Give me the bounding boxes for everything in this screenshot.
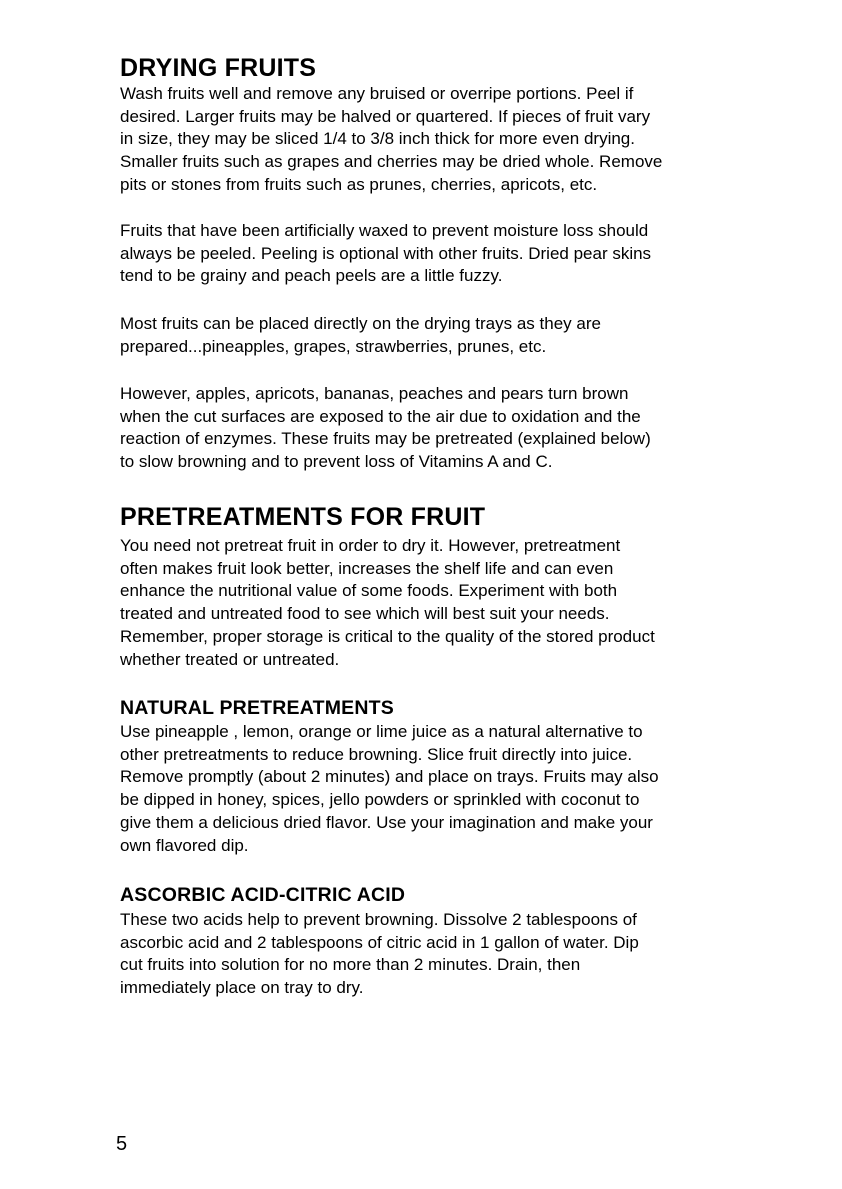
heading-drying-fruits: DRYING FRUITS xyxy=(120,54,317,82)
text-line: often makes fruit look better, increases the shelf life and can even xyxy=(120,558,614,578)
text-line: when the cut surfaces are exposed to the air due to oxidation and the xyxy=(120,406,641,426)
text-line: pits or stones from fruits such as prunes, cherries, apricots, etc. xyxy=(120,174,598,194)
text-line: give them a delicious dried flavor. Use your imagination and make your xyxy=(120,812,653,832)
text-line: reaction of enzymes. These fruits may be pretreated (explained below) xyxy=(120,429,651,449)
text-line: Use pineapple , lemon, orange or lime juice as a natural alternative to xyxy=(120,722,643,741)
text-line: to slow browning and to prevent loss of Vitamins A and C. xyxy=(120,452,553,472)
paragraph-wash-fruits xyxy=(120,83,780,197)
text-line: other pretreatments to reduce browning. Slice fruit directly into juice. xyxy=(120,744,633,764)
text-line: Fruits that have been artificially waxed to prevent moisture loss should xyxy=(120,221,649,240)
text-line: Most fruits can be placed directly on the drying trays as they are xyxy=(120,314,601,333)
text-line: You need not pretreat fruit in order to dry it. However, pretreatment xyxy=(120,536,621,555)
section-ascorbic-citric xyxy=(120,884,780,906)
text-line: tend to be grainy and peach peels are a little fuzzy. xyxy=(120,266,503,286)
text-line: desired. Larger fruits may be halved or quartered. If pieces of fruit vary xyxy=(120,106,651,126)
text-line: be dipped in honey, spices, jello powders or sprinkled with coconut to xyxy=(120,790,640,810)
paragraph-pretreatment-intro xyxy=(120,535,780,671)
section-pretreatments xyxy=(120,503,780,531)
text-line: Remove promptly (about 2 minutes) and place on trays. Fruits may also xyxy=(120,767,659,787)
text-line: whether treated or untreated. xyxy=(120,649,340,669)
text-line: These two acids help to prevent browning. Dissolve 2 tablespoons of xyxy=(120,910,637,929)
text-line: cut fruits into solution for no more than 2 minutes. Drain, then xyxy=(120,955,581,975)
text-line: own flavored dip. xyxy=(120,835,249,855)
heading-pretreatments: PRETREATMENTS FOR FRUIT xyxy=(120,503,486,531)
section-natural-pretreatments xyxy=(120,697,780,719)
section-drying-fruits xyxy=(120,54,780,82)
paragraph-natural-pretreatments xyxy=(120,721,780,857)
text-line: in size, they may be sliced 1/4 to 3/8 inch thick for more even drying. xyxy=(120,129,635,149)
page-number: 5 xyxy=(116,1133,128,1155)
paragraph-ascorbic-citric xyxy=(120,909,780,1000)
text-line: Remember, proper storage is critical to the quality of the stored product xyxy=(120,626,655,646)
text-line: always be peeled. Peeling is optional with other fruits. Dried pear skins xyxy=(120,243,652,263)
text-line: immediately place on tray to dry. xyxy=(120,978,364,998)
text-line: Smaller fruits such as grapes and cherries may be dried whole. Remove xyxy=(120,152,663,172)
text-line: enhance the nutritional value of some foods. Experiment with both xyxy=(120,581,618,601)
paragraph-direct-placement xyxy=(120,313,780,358)
text-line: treated and untreated food to see which will best suit your needs. xyxy=(120,604,610,624)
heading-ascorbic-citric: ASCORBIC ACID-CITRIC ACID xyxy=(120,884,406,906)
paragraph-waxed-fruits xyxy=(120,220,780,288)
text-line: Wash fruits well and remove any bruised or overripe portions. Peel if xyxy=(120,84,634,103)
paragraph-browning xyxy=(120,383,780,474)
text-line: prepared...pineapples, grapes, strawberries, prunes, etc. xyxy=(120,336,547,356)
text-line: ascorbic acid and 2 tablespoons of citric acid in 1 gallon of water. Dip xyxy=(120,932,639,952)
text-line: However, apples, apricots, bananas, peaches and pears turn brown xyxy=(120,384,629,403)
heading-natural-pretreatments: NATURAL PRETREATMENTS xyxy=(120,697,394,719)
